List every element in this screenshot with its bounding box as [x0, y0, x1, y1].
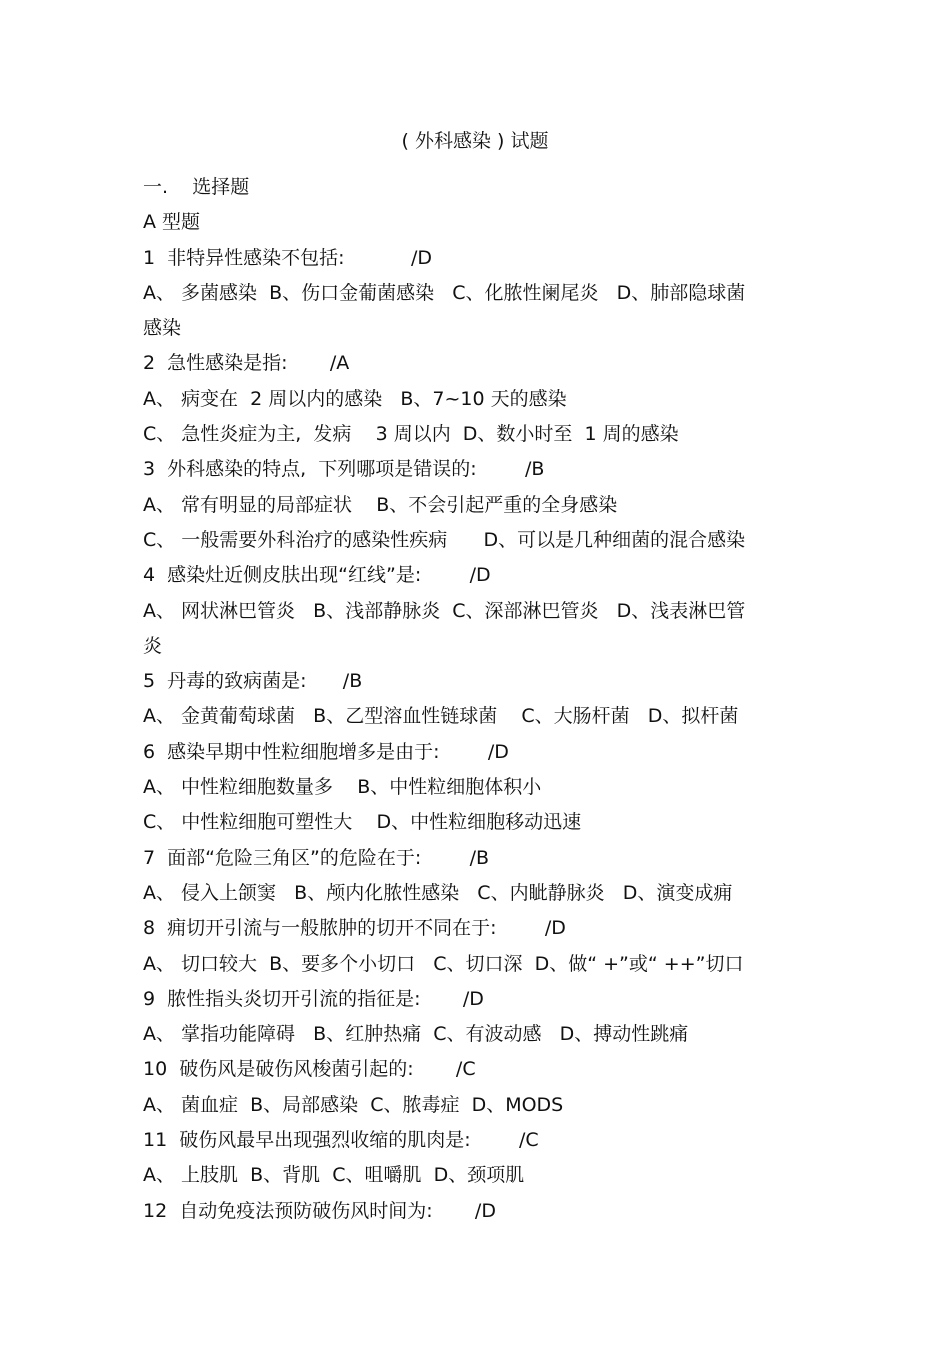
text-line: 一. 选择题: [143, 176, 250, 198]
document-title: ( 外科感染 ) 试题: [401, 130, 549, 152]
text-line: C、 急性炎症为主, 发病 3 周以内 D、数小时至 1 周的感染: [143, 423, 679, 446]
text-line: 6 感染早期中性粒细胞增多是由于: /D: [143, 740, 509, 763]
text-line: 4 感染灶近侧皮肤出现“红线”是: /D: [143, 564, 491, 587]
text-line: A、 多菌感染 B、伤口金葡菌感染 C、化脓性阑尾炎 D、肺部隐球菌: [143, 281, 746, 304]
text-line: A、 掌指功能障碍 B、红肿热痛 C、有波动感 D、搏动性跳痛: [143, 1023, 689, 1046]
text-line: A、 病变在 2 周以内的感染 B、7~10 天的感染: [143, 387, 567, 410]
text-line: 9 脓性指头炎切开引流的指征是: /D: [143, 987, 484, 1010]
text-line: A、 中性粒细胞数量多 B、中性粒细胞体积小: [143, 776, 542, 799]
text-line: A、 网状淋巴管炎 B、浅部静脉炎 C、深部淋巴管炎 D、浅表淋巴管: [143, 599, 746, 622]
text-line: A、 金黄葡萄球菌 B、乙型溶血性链球菌 C、大肠杆菌 D、拟杆菌: [143, 705, 739, 728]
text-line: 11 破伤风最早出现强烈收缩的肌肉是: /C: [143, 1129, 539, 1152]
text-line: 10 破伤风是破伤风梭菌引起的: /C: [143, 1058, 476, 1081]
text-line: A、 菌血症 B、局部感染 C、脓毒症 D、MODS: [143, 1093, 564, 1116]
text-line: C、 一般需要外科治疗的感染性疾病 D、可以是几种细菌的混合感染: [143, 528, 746, 551]
text-line: 感染: [143, 317, 182, 340]
text-line: 7 面部“危险三角区”的危险在于: /B: [143, 846, 490, 869]
text-line: 3 外科感染的特点, 下列哪项是错误的: /B: [143, 458, 545, 481]
text-line: A、 切口较大 B、要多个小切口 C、切口深 D、做“ +”或“ ++”切口: [143, 952, 744, 975]
text-line: C、 中性粒细胞可塑性大 D、中性粒细胞移动迅速: [143, 811, 582, 834]
text-line: 8 痈切开引流与一般脓肿的切开不同在于: /D: [143, 917, 566, 940]
text-line: 2 急性感染是指: /A: [143, 352, 350, 375]
text-line: A、 常有明显的局部症状 B、不会引起严重的全身感染: [143, 493, 618, 516]
text-line: A 型题: [143, 211, 201, 234]
text-line: 炎: [143, 634, 163, 657]
text-line: 1 非特异性感染不包括: /D: [143, 246, 433, 269]
text-line: 5 丹毒的致病菌是: /B: [143, 670, 363, 693]
text-line: A、 上肢肌 B、背肌 C、咀嚼肌 D、颈项肌: [143, 1164, 525, 1187]
text-line: 12 自动免疫法预防破伤风时间为: /D: [143, 1199, 496, 1222]
text-line: A、 侵入上颌窦 B、颅内化脓性感染 C、内眦静脉炎 D、演变成痈: [143, 881, 733, 904]
document-body: [143, 173, 843, 1232]
